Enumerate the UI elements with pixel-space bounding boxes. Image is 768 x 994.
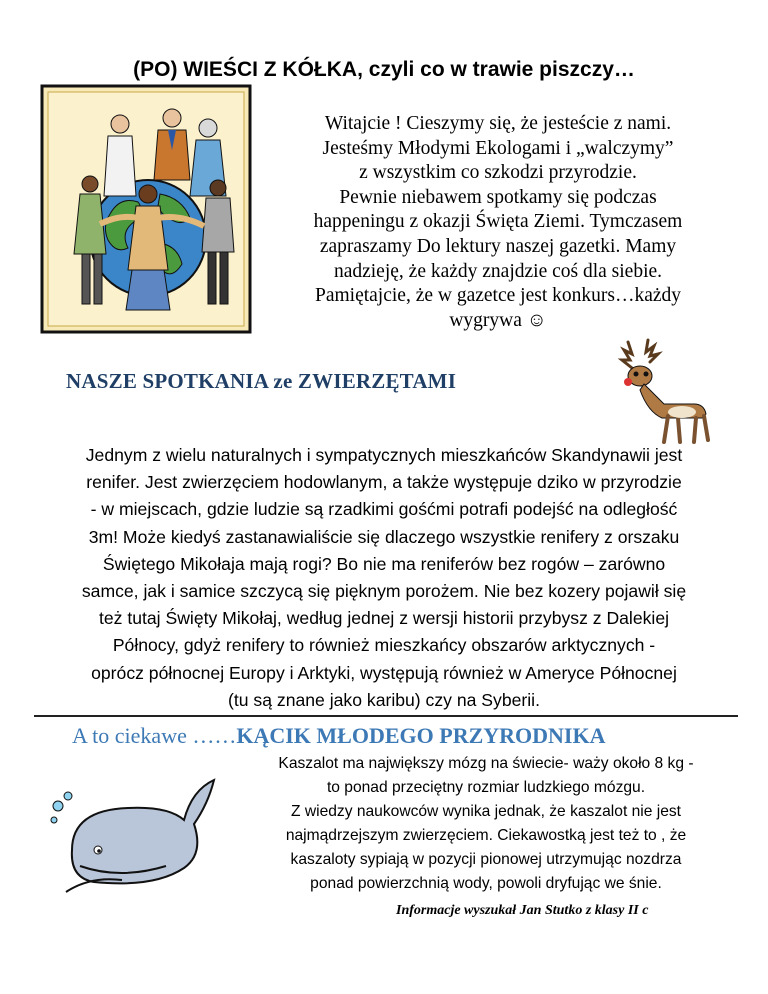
section-heading-corner bbox=[72, 723, 605, 749]
meetings-line: renifer. Jest zwierzęciem hodowlanym, a także występuje dziko w przyrodzie bbox=[86, 472, 682, 493]
meetings-line: 3m! Może kiedyś zastanawialiście się dlaczego wszystkie renifery z orszaku bbox=[88, 526, 680, 547]
meetings-line: - w miejscach, gdzie ludzie są rzadkimi gośćmi potrafi podejść na odległość bbox=[90, 499, 678, 520]
corner-line: to ponad przeciętny rozmiar ludzkiego mózgu. bbox=[326, 779, 646, 796]
meetings-line: Północy, gdyż renifery to również mieszkańcy obszarów arktycznych - bbox=[112, 635, 656, 656]
section-divider bbox=[34, 715, 738, 717]
intro-line: Pamiętajcie, że w gazetce jest konkurs…każdy bbox=[314, 285, 681, 307]
meetings-line: Świętego Mikołaja mają rogi? Bo nie ma reniferów bez rogów – zarówno bbox=[102, 553, 666, 574]
title-main: (PO) WIEŚCI Z KÓŁKA bbox=[133, 58, 358, 81]
intro-line: z wszystkim co szkodzi przyrodzie. bbox=[359, 162, 637, 184]
meetings-line: samce, jak i samice szczycą się pięknym porożem. Nie bez kozery pojawił się bbox=[81, 581, 687, 602]
author-credit: Informacje wyszukał Jan Stutko z klasy II c bbox=[396, 903, 649, 918]
people-around-globe-image bbox=[40, 84, 252, 334]
reindeer-image bbox=[608, 338, 718, 444]
corner-line: najmądrzejszym zwierzęciem. Ciekawostką jest też to , że bbox=[285, 827, 687, 844]
intro-line: wygrywa ☺ bbox=[449, 309, 547, 331]
intro-line: happeningu z okazji Święta Ziemi. Tymczasem bbox=[313, 211, 683, 233]
corner-heading-main: KĄCIK MŁODEGO PRZYRODNIKA bbox=[236, 723, 606, 748]
intro-line: zapraszamy Do lektury naszej gazetki. Mamy bbox=[319, 235, 677, 257]
page-title bbox=[0, 58, 768, 82]
intro-line: Witajcie ! Cieszymy się, że jesteście z nami. bbox=[324, 113, 672, 134]
intro-text bbox=[248, 112, 748, 333]
section-heading-meetings: NASZE SPOTKANIA ze ZWIERZĘTAMI bbox=[66, 369, 457, 393]
corner-line: ponad powierzchnią wody, powoli dryfując we śnie. bbox=[310, 875, 662, 892]
corner-line: Z wiedzy naukowców wynika jednak, że kaszalot nie jest bbox=[290, 803, 682, 820]
meetings-line: oprócz północnej Europy i Arktyki, występują również w Ameryce Północnej bbox=[91, 662, 677, 683]
intro-line: Jesteśmy Młodymi Ekologami i „walczymy” bbox=[322, 137, 674, 159]
corner-line: Kaszalot ma największy mózg na świecie- waży około 8 kg - bbox=[278, 755, 694, 772]
whale-image bbox=[44, 776, 220, 898]
corner-text bbox=[222, 752, 750, 896]
meetings-line: Jednym z wielu naturalnych i sympatycznych mieszkańców Skandynawii jest bbox=[85, 445, 683, 465]
meetings-line: też tutaj Święty Mikołaj, według jednej z wersji historii przybysz z Dalekiej bbox=[98, 608, 670, 629]
meetings-line: (tu są znane jako karibu) czy na Syberii. bbox=[228, 689, 540, 710]
meetings-text bbox=[28, 442, 740, 714]
title-subtitle: , czyli co w trawie piszczy… bbox=[357, 58, 635, 81]
intro-line: Pewnie niebawem spotkamy się podczas bbox=[339, 186, 657, 208]
intro-line: nadzieję, że każdy znajdzie coś dla siebie. bbox=[333, 260, 663, 282]
corner-heading-prefix: A to ciekawe …… bbox=[72, 723, 237, 748]
corner-line: kaszaloty sypiają w pozycji pionowej utrzymując nozdrza bbox=[290, 851, 682, 868]
